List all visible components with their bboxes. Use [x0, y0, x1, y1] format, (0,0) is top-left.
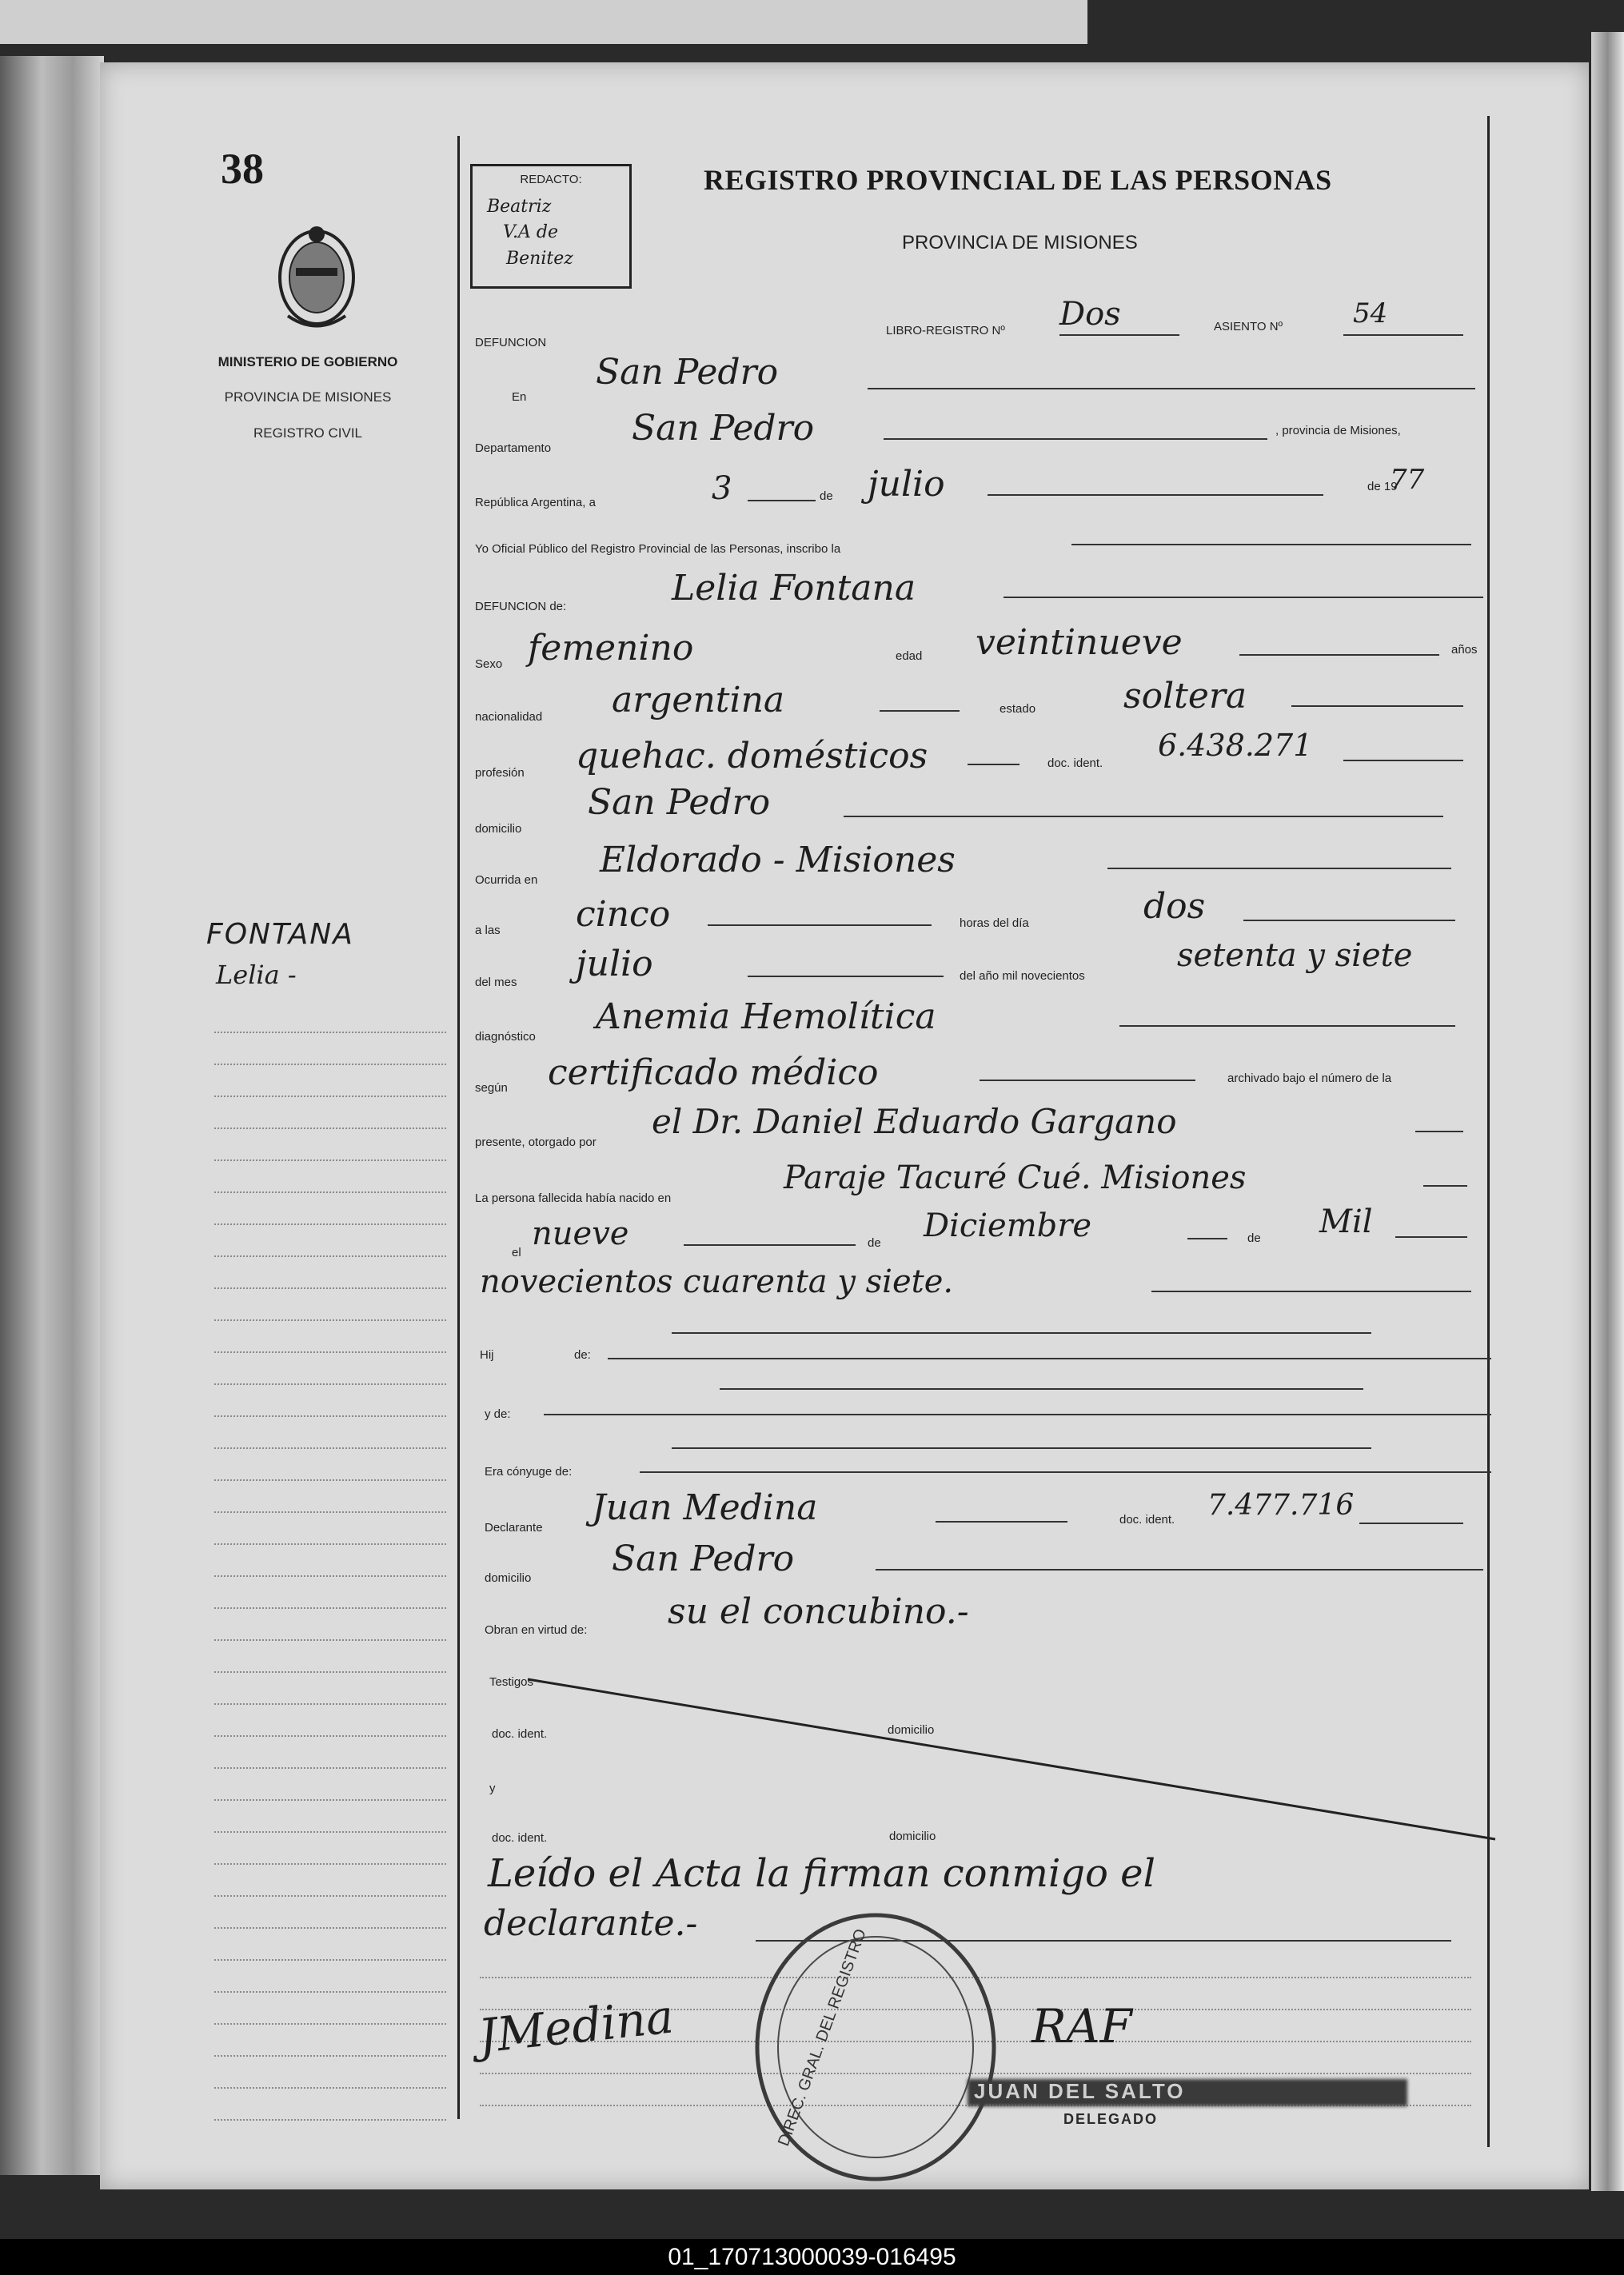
form-rule: [720, 1388, 1363, 1390]
el-label: el: [512, 1246, 521, 1259]
page-number: 38: [221, 145, 264, 193]
del-mes-label: del mes: [475, 976, 517, 989]
t-dom-label: domicilio: [888, 1723, 935, 1737]
t-dom2-label: domicilio: [889, 1830, 936, 1843]
margin-ruled-line: [214, 1671, 446, 1673]
declarante-signature: JMedina: [476, 1989, 676, 2064]
form-rule: [1415, 1131, 1463, 1132]
en-value: San Pedro: [596, 352, 779, 393]
ministry-line-2: PROVINCIA DE MISIONES: [224, 389, 392, 405]
mes-value: julio: [868, 464, 945, 505]
hora-value: cinco: [576, 894, 671, 935]
margin-ruled-line: [214, 1895, 446, 1897]
redacto-line-1: Beatriz: [487, 197, 552, 217]
redacto-line-2: V.A de: [503, 222, 559, 242]
oficial-label: Yo Oficial Público del Registro Provincial de las Personas, inscribo la: [475, 542, 841, 556]
form-rule: [708, 924, 932, 926]
margin-ruled-line: [214, 1128, 446, 1129]
form-rule: [936, 1521, 1067, 1523]
leido-line-2: declarante.-: [484, 1903, 698, 1944]
form-rule: [868, 388, 1475, 389]
oficial-signature: RAF: [1031, 1999, 1132, 2053]
provincia-label: , provincia de Misiones,: [1275, 424, 1401, 437]
form-rule: [684, 1244, 856, 1246]
margin-ruled-line: [214, 1575, 446, 1577]
margin-ruled-line: [214, 1287, 446, 1289]
form-rule: [876, 1569, 1483, 1571]
declarante-dom-value: San Pedro: [612, 1539, 795, 1579]
margin-ruled-line: [214, 2119, 446, 2121]
form-rule: [1151, 1291, 1471, 1292]
form-rule: [988, 494, 1323, 496]
caption-bar: [0, 2239, 1624, 2275]
margin-ruled-line: [214, 1543, 446, 1545]
left-column-rule: [457, 136, 460, 2119]
redacto-line-3: Benitez: [506, 249, 573, 269]
register-title: REGISTRO PROVINCIAL DE LAS PERSONAS: [704, 164, 1332, 196]
form-rule: [1119, 1025, 1455, 1027]
form-rule: [672, 1332, 1371, 1334]
nacido-label: La persona fallecida había nacido en: [475, 1191, 672, 1205]
estado-label: estado: [1000, 702, 1036, 716]
estado-value: soltera: [1123, 676, 1247, 716]
en-label: En: [512, 390, 527, 404]
officer-role: DELEGADO: [1063, 2111, 1159, 2127]
nacido-value: Paraje Tacuré Cué. Misiones: [784, 1159, 1247, 1196]
page-stack-edge: [1591, 32, 1624, 2191]
anio-label: del año mil novecientos: [960, 969, 1085, 983]
margin-ruled-line: [214, 1735, 446, 1737]
domicilio-label: domicilio: [475, 822, 522, 836]
defuncion-de-label: DEFUNCION de:: [475, 600, 567, 613]
margin-ruled-line: [214, 1351, 446, 1353]
margin-ruled-line: [214, 1927, 446, 1929]
mes2-value: julio: [576, 944, 653, 984]
form-rule: [968, 764, 1019, 765]
form-rule: [844, 816, 1443, 817]
y-de-label: y de:: [485, 1407, 511, 1421]
de-year-label: de 19: [1367, 480, 1398, 493]
margin-ruled-line: [214, 1064, 446, 1065]
image-caption: 01_170713000039-016495: [668, 2244, 956, 2270]
ocurrida-value: Eldorado - Misiones: [600, 840, 956, 880]
form-rule: [1291, 705, 1463, 707]
form-rule: [672, 1447, 1371, 1449]
nac-anio-value: novecientos cuarenta y siete.: [480, 1263, 954, 1300]
margin-ruled-line: [214, 1991, 446, 1993]
margin-ruled-line: [214, 1096, 446, 1097]
republica-label: República Argentina, a: [475, 496, 596, 509]
doc-label: doc. ident.: [1047, 756, 1103, 770]
conyuge-label: Era cónyuge de:: [485, 1465, 573, 1479]
departamento-value: San Pedro: [632, 408, 815, 449]
year-value: 77: [1390, 464, 1425, 496]
hija-de-label: de:: [574, 1348, 591, 1362]
margin-ruled-line: [214, 1607, 446, 1609]
libro-label: LIBRO-REGISTRO Nº: [886, 324, 1005, 337]
form-rule: [884, 438, 1267, 440]
margin-ruled-line: [214, 2023, 446, 2025]
obran-label: Obran en virtud de:: [485, 1623, 588, 1637]
record-type-label: DEFUNCION: [475, 336, 547, 349]
segun-value: certificado médico: [548, 1052, 879, 1093]
declarante-value: Juan Medina: [592, 1487, 818, 1528]
dia-value: 3: [712, 470, 732, 507]
testigos-strikeout: [480, 1671, 1503, 1847]
declarante-label: Declarante: [485, 1521, 543, 1535]
hija-label: Hij: [480, 1348, 494, 1362]
edad-value: veintinueve: [976, 622, 1183, 663]
margin-ruled-line: [214, 1703, 446, 1705]
form-rule: [1239, 654, 1439, 656]
margin-note-surname: FONTANA: [206, 918, 354, 951]
anos-label: años: [1451, 643, 1478, 657]
margin-ruled-line: [214, 1447, 446, 1449]
asiento-label: ASIENTO Nº: [1214, 320, 1283, 333]
edad-label: edad: [896, 649, 923, 663]
form-rule: [640, 1471, 1491, 1473]
segun-label: según: [475, 1081, 508, 1095]
margin-ruled-line: [214, 1255, 446, 1257]
t-doc2-label: doc. ident.: [492, 1831, 548, 1845]
profesion-label: profesión: [475, 766, 525, 780]
archivado-label: archivado bajo el número de la: [1227, 1072, 1392, 1085]
margin-ruled-line: [214, 1863, 446, 1865]
margin-ruled-line: [214, 1479, 446, 1481]
form-rule: [748, 500, 816, 501]
margin-ruled-line: [214, 1032, 446, 1033]
margin-ruled-line: [214, 1319, 446, 1321]
redacto-label: REDACTO:: [520, 173, 582, 186]
margin-ruled-line: [214, 2055, 446, 2057]
form-rule: [1187, 1238, 1227, 1239]
t-doc-label: doc. ident.: [492, 1727, 548, 1741]
diagnostico-label: diagnóstico: [475, 1030, 536, 1044]
form-rule: [1423, 1185, 1467, 1187]
margin-ruled-line: [214, 1191, 446, 1193]
margin-ruled-line: [214, 1639, 446, 1641]
ocurrida-label: Ocurrida en: [475, 873, 538, 887]
nombre-value: Lelia Fontana: [672, 568, 916, 609]
declarante-doc-value: 7.477.716: [1207, 1489, 1355, 1522]
margin-ruled-line: [214, 1159, 446, 1161]
asiento-rule: [1343, 334, 1463, 336]
margin-ruled-line: [214, 1223, 446, 1225]
declarante-doc-label: doc. ident.: [1119, 1513, 1175, 1527]
form-rule: [980, 1080, 1195, 1081]
form-rule: [1071, 544, 1471, 545]
sexo-label: Sexo: [475, 657, 503, 671]
nacionalidad-label: nacionalidad: [475, 710, 543, 724]
margin-ruled-line: [214, 1383, 446, 1385]
ministry-line-3: REGISTRO CIVIL: [253, 425, 363, 441]
nac-mil-value: Mil: [1319, 1203, 1373, 1240]
departamento-label: Departamento: [475, 441, 552, 455]
declarante-dom-label: domicilio: [485, 1571, 532, 1585]
nacionalidad-value: argentina: [612, 680, 785, 720]
horas-label: horas del día: [960, 916, 1029, 930]
a-las-label: a las: [475, 924, 501, 937]
margin-ruled-line: [214, 1959, 446, 1961]
libro-rule: [1059, 334, 1179, 336]
doc-value: 6.438.271: [1158, 728, 1313, 763]
libro-value: Dos: [1059, 296, 1121, 333]
margin-ruled-line: [214, 1831, 446, 1833]
margin-note-name: Lelia -: [216, 960, 297, 990]
presente-label: presente, otorgado por: [475, 1136, 597, 1149]
margin-ruled-line: [214, 1511, 446, 1513]
anio-value: setenta y siete: [1177, 937, 1413, 974]
register-subtitle: PROVINCIA DE MISIONES: [902, 232, 1138, 253]
asiento-value: 54: [1353, 297, 1388, 329]
margin-ruled-line: [214, 1767, 446, 1769]
officer-name: JUAN DEL SALTO: [974, 2079, 1186, 2103]
previous-page-edge: [0, 0, 1087, 44]
de-label: de: [820, 489, 833, 503]
coat-of-arms-icon: [272, 220, 361, 332]
nac-de2-label: de: [1247, 1231, 1261, 1245]
domicilio-value: San Pedro: [588, 782, 771, 823]
form-rule: [544, 1414, 1491, 1415]
form-rule: [1359, 1523, 1463, 1524]
presente-value: el Dr. Daniel Eduardo Gargano: [652, 1102, 1177, 1141]
form-rule: [1395, 1236, 1467, 1238]
ministry-line-1: MINISTERIO DE GOBIERNO: [217, 354, 398, 369]
margin-ruled-line: [214, 1415, 446, 1417]
form-rule: [1243, 920, 1455, 921]
t-y-label: y: [489, 1782, 496, 1795]
redacto-box: [470, 164, 632, 289]
sexo-value: femenino: [528, 628, 694, 669]
official-stamp: [748, 1907, 1004, 2187]
form-rule: [1343, 760, 1463, 761]
obran-value: su el concubino.-: [668, 1591, 969, 1632]
leido-line-1: Leído el Acta la firman conmigo el: [488, 1851, 1155, 1896]
nac-de-label: de: [868, 1236, 881, 1250]
book-binding: [0, 56, 104, 2175]
nac-mes-value: Diciembre: [924, 1207, 1092, 1244]
form-rule: [880, 710, 960, 712]
stamp-text: DIREC. GRAL. DEL REGISTRO: [775, 1926, 870, 2149]
form-rule: [748, 976, 944, 977]
testigos-label: Testigos: [489, 1675, 534, 1689]
form-rule: [1107, 868, 1451, 869]
profesion-value: quehac. domésticos: [576, 736, 928, 776]
dia2-value: dos: [1143, 886, 1206, 927]
nac-dia-value: nueve: [532, 1215, 629, 1252]
form-rule: [608, 1358, 1491, 1359]
margin-ruled-line: [214, 1799, 446, 1801]
form-rule: [1004, 597, 1483, 598]
margin-ruled-line: [214, 2087, 446, 2089]
diagnostico-value: Anemia Hemolítica: [596, 996, 936, 1037]
